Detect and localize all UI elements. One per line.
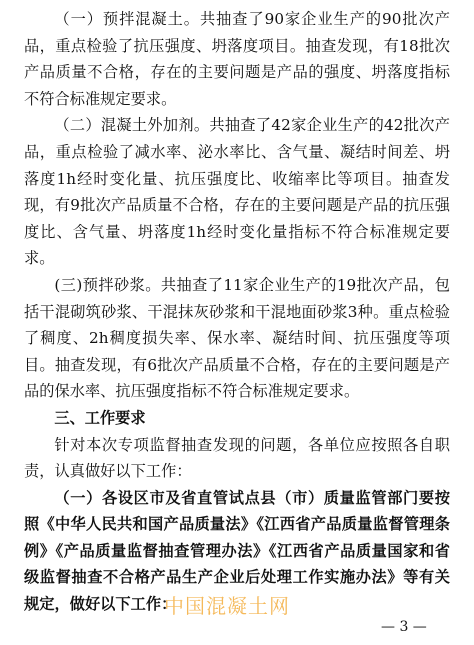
watermark: 中国混凝土网 (164, 594, 290, 618)
section-heading: 三、工作要求 (54, 408, 146, 427)
page-number: — 3 — (381, 619, 427, 635)
item-one-text: 各设区市及省直管试点县（市）质量监管部门要按照《中华人民共和国产品质量法》《江西省产品质量监督管理条例》《产品质量监督抽查管理办法》《江西省产品质量国家和省级监督抽查不合格产品生产企业后处理工作实施办法》等有关规定，做好以下工作： (24, 488, 450, 614)
paragraph-ready-mixed-concrete: （一）预拌混凝土。共抽查了90家企业生产的90批次产品，重点检验了抗压强度、坍落度项目。抽查发现，有18批次产品质量不合格，存在的主要问题是产品的强度、坍落度指标不符合标准规定要求。 (24, 10, 450, 108)
paragraph-ready-mixed-mortar: (三)预拌砂浆。共抽查了11家企业生产的19批次产品，包括干混砌筑砂浆、干混抹灰砂浆和干混地面砂浆3种。重点检验了稠度、2h稠度损失率、保水率、凝结时间、抗压强度等项目。抽查发现，有6批次产品质量不合格，存在的主要问题是产品的保水率、抗压强度指标不符合标准规定要求。 (24, 275, 450, 401)
item-one-label: （一） (54, 488, 102, 507)
paragraph-intro: 针对本次专项监督抽查发现的问题，各单位应按照各自职责，认真做好以下工作： (24, 435, 450, 481)
paragraph-concrete-admixture: （二）混凝土外加剂。共抽查了42家企业生产的42批次产品，重点检验了减水率、泌水率比、含气量、凝结时间差、坍落度1h经时变化量、抗压强度比、收缩率比等项目。抽查发现，有9批次产品质量不合格，存在的主要问题是产品的抗压强度比、含气量、坍落度1h经时变化量指标不符合标准规定要求。 (24, 116, 450, 268)
